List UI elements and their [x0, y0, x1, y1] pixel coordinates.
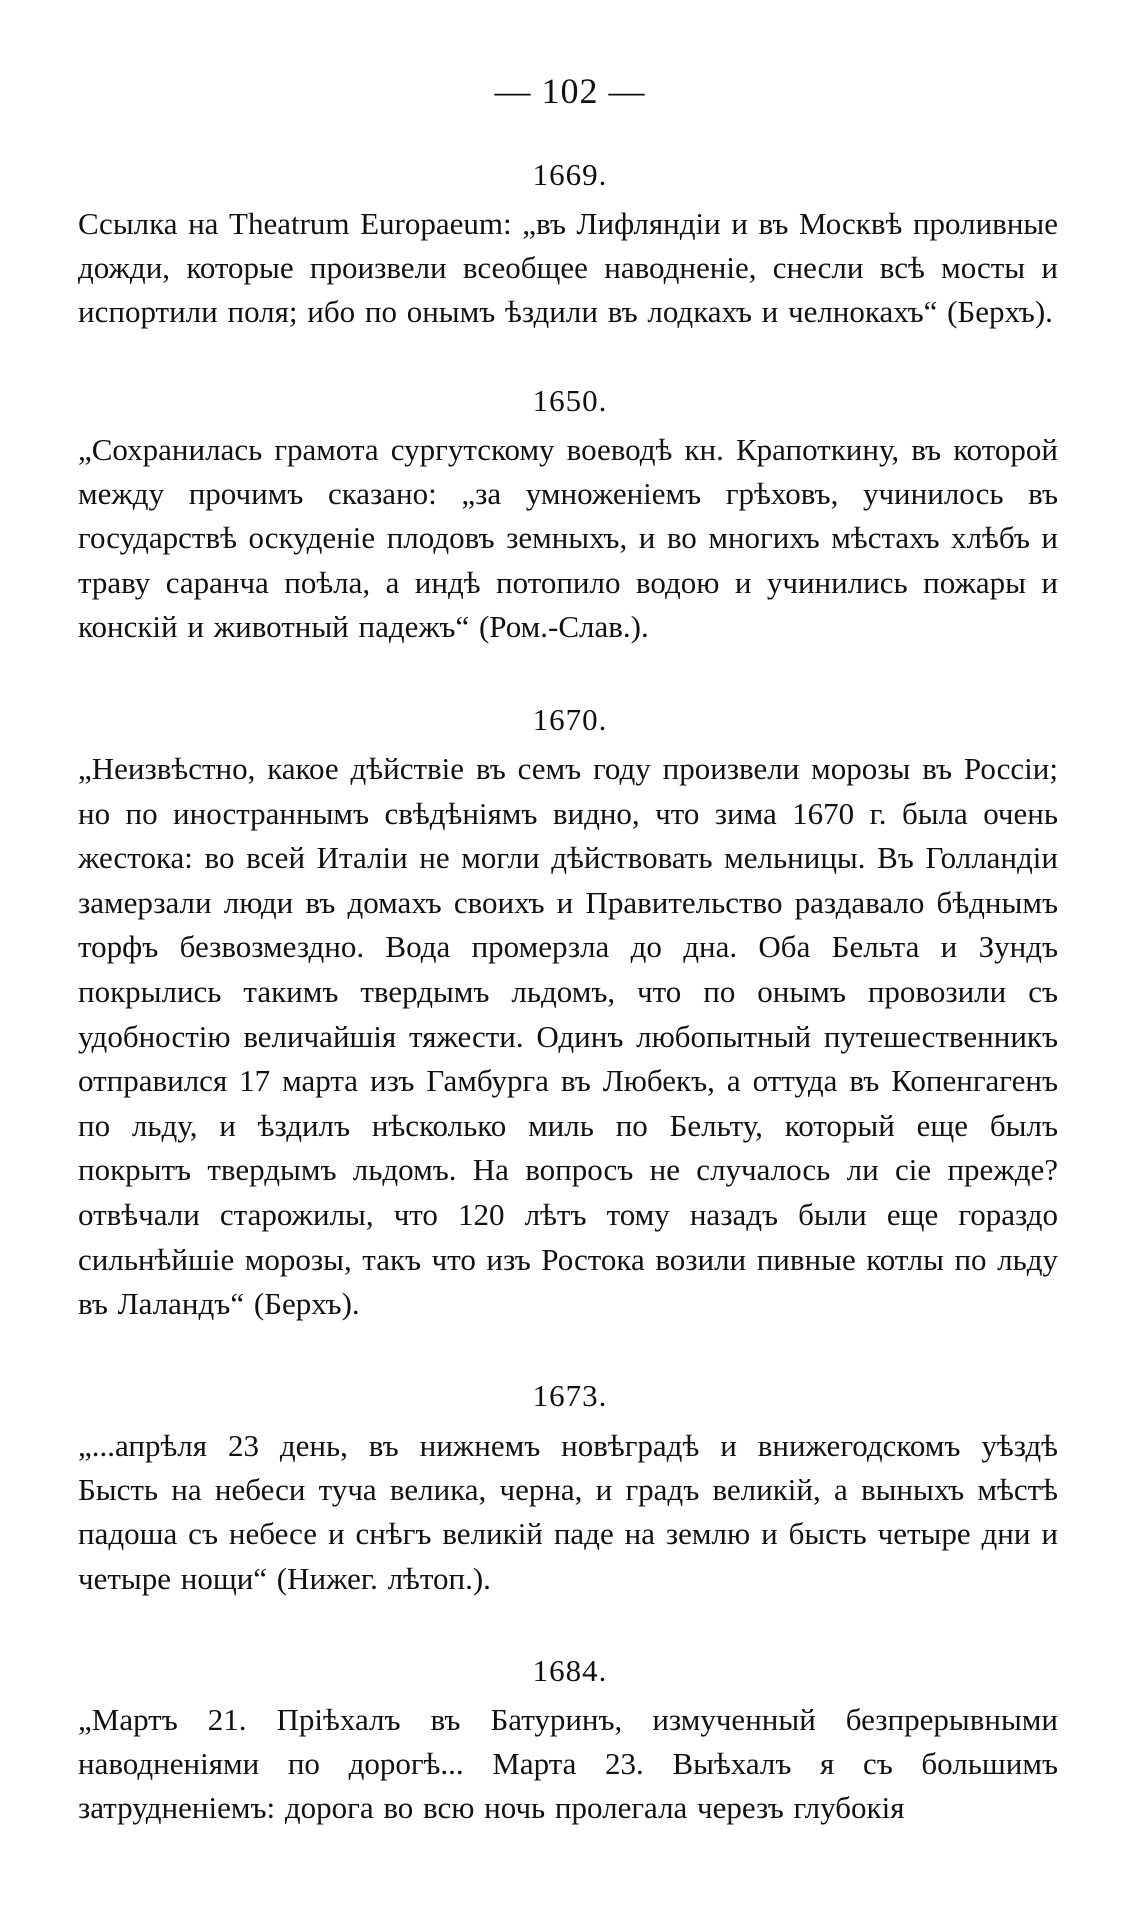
section-text-1684: „Мартъ 21. Пріѣхалъ въ Батуринъ, измученный безпрерывными наводненіями по дорогѣ... Марта 23. Выѣхалъ я съ большимъ затрудненіемъ: дорога во всю ночь пролегала черезъ глубокія — [78, 1702, 1058, 1826]
section-text-1673: „...апрѣля 23 день, въ нижнемъ новѣградѣ и внижегодскомъ уѣздѣ Бысть на небеси туча велика, черна, и градъ великій, а выныхъ мѣстѣ падоша съ небесе и снѣгъ великій паде на землю и бысть четыре дни и четыре нощи“ (Нижег. лѣтоп.). — [78, 1428, 1058, 1596]
section-year-1650: 1650. — [532, 383, 608, 418]
section-year-1684: 1684. — [532, 1653, 608, 1688]
section-year-1670: 1670. — [532, 702, 608, 737]
page-number: — 102 — — [494, 71, 646, 111]
section-year-1673: 1673. — [532, 1378, 608, 1413]
section-text-1650: „Сохранилась грамота сургутскому воеводѣ кн. Крапоткину, въ которой между прочимъ сказано: „за умноженіемъ грѣховъ, учинилось въ государствѣ оскуденіе плодовъ земныхъ, и во многихъ мѣстахъ хлѣбъ и траву саранча поѣла, а индѣ потопило водою и учинились пожары и конскій и животный падежъ“ (Ром.-Слав.). — [78, 432, 1058, 644]
section-year-1669: 1669. — [532, 157, 608, 192]
section-text-1669: Ссылка на Theatrum Europaeum: „въ Лифляндіи и въ Москвѣ проливные дожди, которые произвели всеобщее наводненіе, снесли всѣ мосты и испортили поля; ибо по онымъ ѣздили въ лодкахъ и челнокахъ“ (Берхъ). — [78, 206, 1058, 330]
section-text-1670: „Неизвѣстно, какое дѣйствіе въ семъ году произвели морозы въ Россіи; но по иностраннымъ свѣдѣніямъ видно, что зима 1670 г. была очень жестока: во всей Италіи не могли дѣйствовать мельницы. Въ Голландіи замерзали люди въ домахъ своихъ и Правительство раздавало бѣднымъ торфъ безвозмездно. Вода промерзла до дна. Оба Бельта и Зундъ покрылись такимъ твердымъ льдомъ, что по онымъ провозили съ удобностію величайшія тяжести. Одинъ любопытный путешественникъ отправился 17 марта изъ Гамбурга въ Любекъ, а оттуда въ Копенгагенъ по льду, и ѣздилъ нѣсколько миль по Бельту, который еще былъ покрытъ твердымъ льдомъ. На вопросъ не случалось ли сіе прежде? отвѣчали старожилы, что 120 лѣтъ тому назадъ были еще гораздо сильнѣйшіе морозы, такъ что изъ Ростока возили пивные котлы по льду въ Лаландъ“ (Берхъ). — [78, 751, 1058, 1322]
